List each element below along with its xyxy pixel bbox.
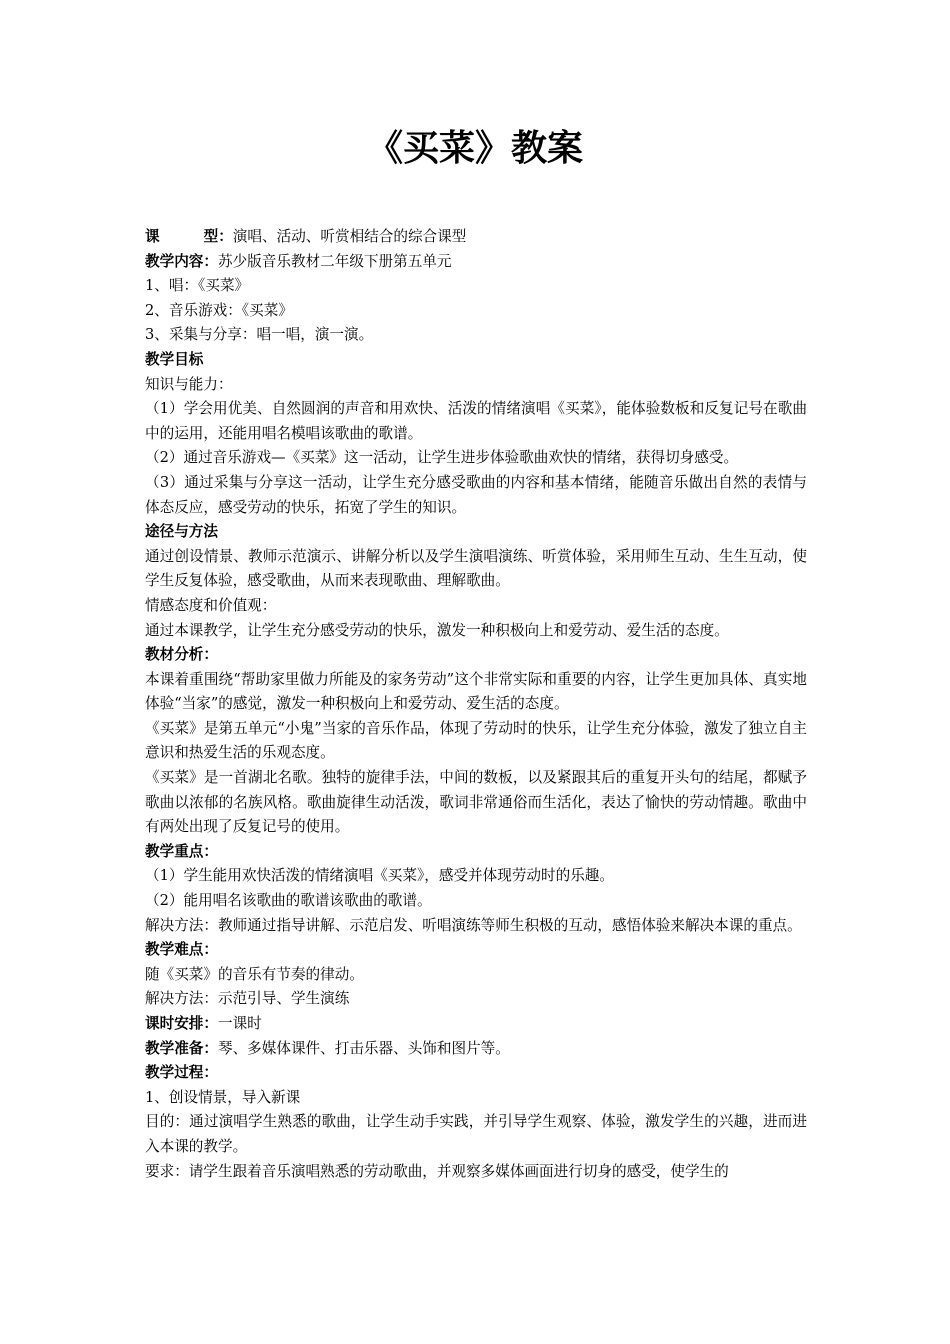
process-requirement: 要求：请学生跟着音乐演唱熟悉的劳动歌曲，并观察多媒体画面进行切身的感受，使学生的 — [145, 1162, 729, 1180]
difficulty-heading: 教学难点： — [145, 941, 218, 959]
page-title: 《买菜》教案 — [366, 128, 583, 169]
content-text: 苏少版音乐教材二年级下册第五单元 — [217, 252, 452, 270]
key-points-solution: 解决方法：教师通过指导讲解、示范启发、听唱演练等师生积极的互动，感悟体验来解决本课的重点。 — [145, 916, 802, 934]
document-body — [145, 225, 807, 1184]
goal-item: （3）通过采集与分享这一活动，让学生充分感受歌曲的内容和基本情绪，能随音乐做出自然的表情与体态反应，感受劳动的快乐，拓宽了学生的知识。 — [145, 473, 807, 516]
course-type-label-b: 型： — [203, 228, 233, 245]
schedule-line — [145, 1012, 807, 1037]
prep-text: 琴、多媒体课件、打击乐器、头饰和图片等。 — [217, 1039, 510, 1057]
analysis-paragraph: 本课着重围绕“帮助家里做力所能及的家务劳动”这个非常实际和重要的内容，让学生更加具体、真实地体验“当家”的感觉，激发一种积极向上和爱劳动、爱生活的态度。 — [145, 670, 807, 713]
attitude-subheading: 情感态度和价值观： — [145, 596, 277, 614]
schedule-text: 一课时 — [217, 1015, 262, 1032]
goals-subheading: 知识与能力： — [145, 375, 233, 393]
difficulty-text: 随《买菜》的音乐有节奏的律动。 — [145, 965, 364, 983]
methods-heading: 途径与方法 — [145, 523, 218, 541]
course-type-line — [145, 225, 807, 250]
process-heading: 教学过程： — [145, 1064, 218, 1082]
key-point-item: （1）学生能用欢快活泼的情绪演唱《买菜》，感受并体现劳动时的乐趣。 — [145, 867, 614, 885]
schedule-label: 课时安排： — [145, 1015, 218, 1032]
goal-item: （1）学会用优美、自然圆润的声音和用欢快、活泼的情绪演唱《买菜》，能体验数板和反复记号在歌曲中的运用，还能用唱名模唱该歌曲的歌谱。 — [145, 400, 807, 442]
analysis-paragraph: 《买菜》是一首湖北名歌。独特的旋律手法，中间的数板，以及紧跟其后的重复开头句的结尾，都赋予歌曲以浓郁的名族风格。歌曲旋律生动活泼，歌词非常通俗而生活化，表达了愉快的劳动情趣。歌曲中有两处出现了反复记号的使用。 — [145, 769, 807, 836]
course-type-text: 演唱、活动、听赏相结合的综合课型 — [232, 228, 467, 245]
goal-item: （2）通过音乐游戏—《买菜》这一活动，让学生进步体验歌曲欢快的情绪，获得切身感受。 — [145, 449, 739, 467]
prep-label: 教学准备： — [145, 1039, 218, 1057]
key-points-heading: 教学重点： — [145, 842, 218, 860]
content-line — [145, 250, 807, 275]
key-point-item: （2）能用唱名该歌曲的歌谱该歌曲的歌谱。 — [145, 892, 432, 910]
content-label: 教学内容： — [145, 252, 218, 270]
methods-text: 通过创设情景、教师示范演示、讲解分析以及学生演唱演练、听赏体验，采用师生互动、生生互动，使学生反复体验，感受歌曲，从而来表现歌曲、理解歌曲。 — [145, 547, 807, 590]
prep-line — [145, 1037, 807, 1062]
course-type-label-a: 课 — [145, 228, 160, 245]
goals-heading: 教学目标 — [145, 350, 204, 368]
content-item: 3、采集与分享：唱一唱，演一演。 — [145, 326, 374, 344]
attitude-text: 通过本课教学，让学生充分感受劳动的快乐，激发一种积极向上和爱劳动、爱生活的态度。 — [145, 621, 729, 639]
process-step: 1、创设情景，导入新课 — [145, 1088, 301, 1106]
content-item: 2、音乐游戏：《买菜》 — [145, 301, 293, 319]
process-purpose: 目的：通过演唱学生熟悉的歌曲，让学生动手实践，并引导学生观察、体验，激发学生的兴趣，进而进入本课的教学。 — [145, 1113, 807, 1155]
analysis-paragraph: 《买菜》是第五单元“小鬼”当家的音乐作品，体现了劳动时的快乐，让学生充分体验，激发了独立自主意识和热爱生活的乐观态度。 — [145, 719, 807, 762]
content-item: 1、唱：《买菜》 — [145, 277, 250, 295]
analysis-heading: 教材分析： — [145, 646, 218, 664]
difficulty-solution: 解决方法：示范引导、学生演练 — [145, 990, 350, 1008]
